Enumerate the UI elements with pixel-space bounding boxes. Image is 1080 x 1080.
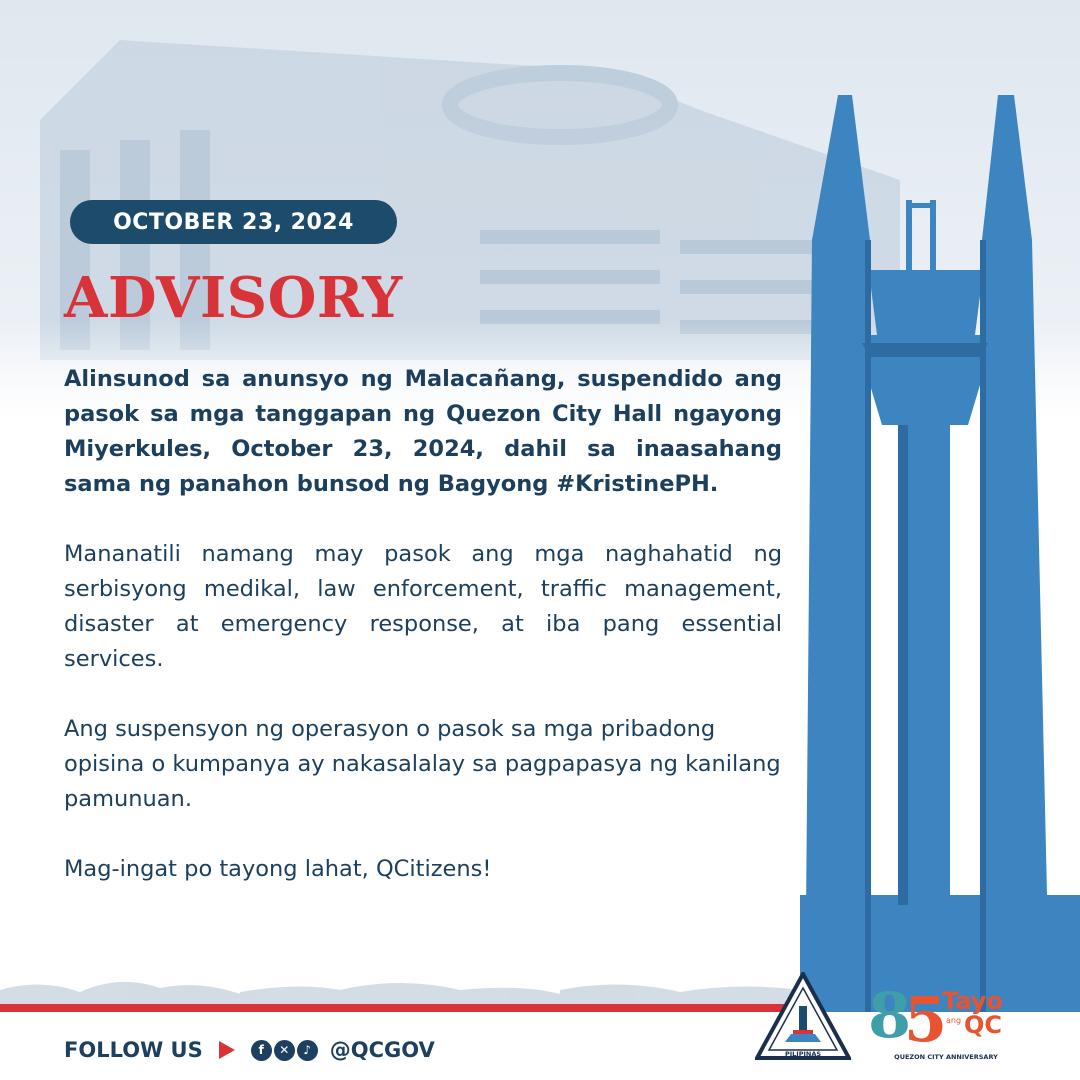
- svg-text:ang: ang: [946, 1016, 962, 1025]
- quezon-memorial-monument: [800, 95, 1080, 1025]
- advisory-headline: ADVISORY: [64, 265, 403, 331]
- svg-text:Tayo: Tayo: [942, 987, 1003, 1015]
- date-badge: OCTOBER 23, 2024: [70, 200, 397, 244]
- svg-text:8: 8: [868, 979, 912, 1052]
- social-handle[interactable]: @QCGOV: [329, 1038, 435, 1062]
- svg-text:PILIPINAS: PILIPINAS: [784, 1050, 822, 1058]
- private-sector-paragraph: Ang suspensyon ng operasyon o pasok sa mga pribadong opisina o kumpanya ay nakasalalay sa pagpapasya ng kanilang pamunuan.: [64, 716, 781, 812]
- follow-us-bar: [64, 1036, 435, 1064]
- facebook-icon[interactable]: f: [251, 1040, 272, 1061]
- svg-text:QC: QC: [964, 1011, 1003, 1039]
- tiktok-icon[interactable]: ♪: [297, 1040, 318, 1061]
- advisory-body: [64, 362, 782, 922]
- exemption-paragraph: Mananatili namang may pasok ang mga naghahatid ng serbisyong medikal, law enforcement, traffic management, disaster at emergency response, at iba pang essential services.: [64, 541, 782, 672]
- closing-paragraph: Mag-ingat po tayong lahat, QCitizens!: [64, 856, 492, 882]
- 85th-anniversary-logo: [866, 975, 1026, 1065]
- svg-text:5: 5: [904, 983, 948, 1056]
- x-icon[interactable]: ✕: [274, 1040, 295, 1061]
- footer-red-strip: [0, 1004, 800, 1012]
- social-icons: [251, 1040, 318, 1061]
- svg-text:QUEZON CITY ANNIVERSARY: QUEZON CITY ANNIVERSARY: [894, 1053, 998, 1061]
- follow-us-label: FOLLOW US: [64, 1038, 203, 1062]
- announcement-paragraph: Alinsunod sa anunsyo ng Malacañang, suspendido ang pasok sa mga tanggapan ng Quezon City Hall ngayong Miyerkules, October 23, 2024, dahil sa inaasahang sama ng panahon bunsod ng Bagyong #KristinePH.: [64, 366, 782, 497]
- quezon-city-seal: [755, 972, 851, 1060]
- play-arrow-icon: [219, 1041, 235, 1059]
